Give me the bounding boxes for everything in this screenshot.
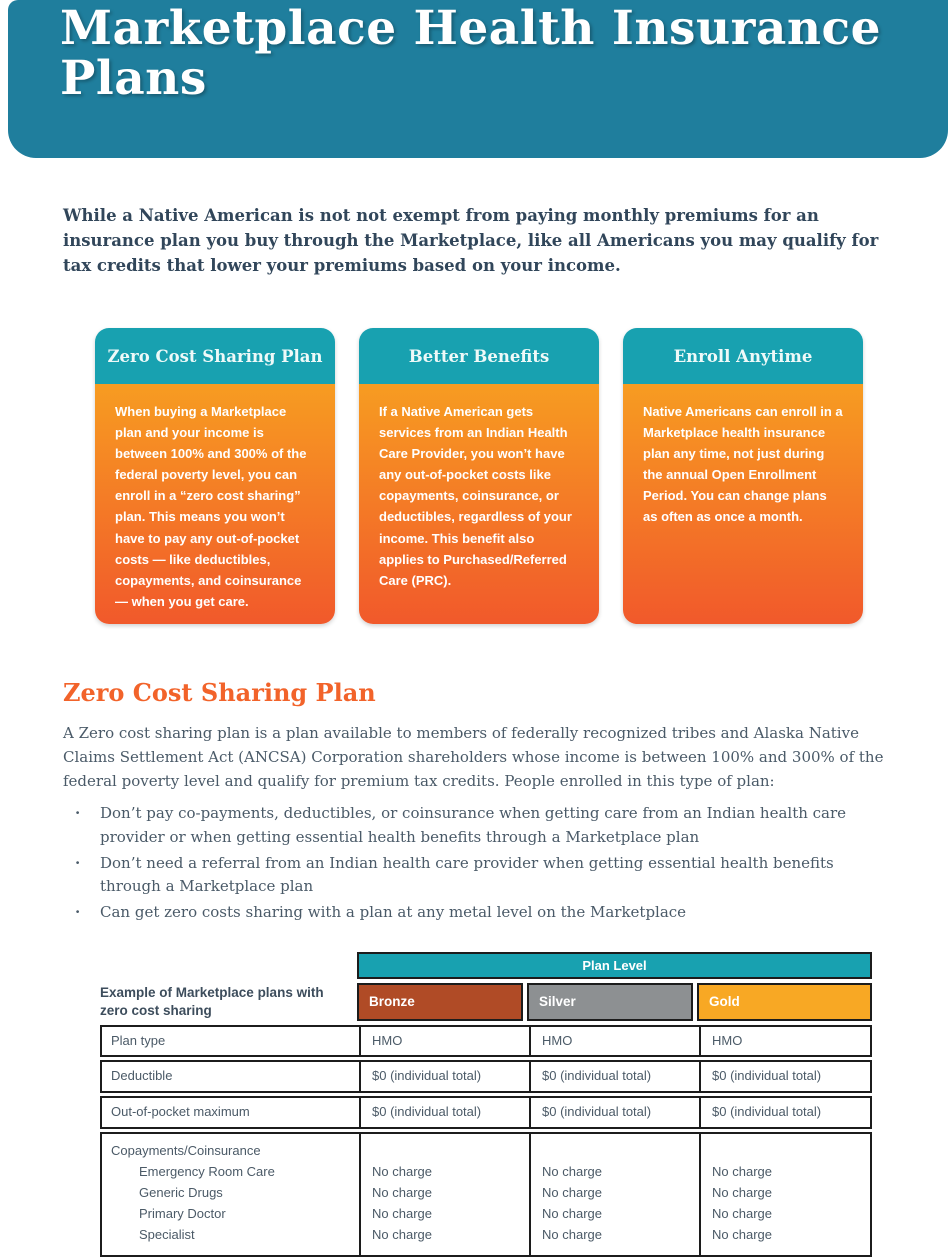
benefit-card-better-benefits bbox=[359, 328, 599, 624]
page-title: Marketplace Health Insurance Plans bbox=[60, 1, 882, 107]
sub-row-label: Primary Doctor bbox=[139, 1206, 226, 1222]
cell-silver-group bbox=[529, 1134, 699, 1255]
sub-cell-value: No charge bbox=[372, 1185, 432, 1201]
bullet-list bbox=[63, 802, 885, 924]
card-body-text: When buying a Marketplace plan and your income is between 100% and 300% of the federal poverty level, you can enroll in a “zero cost sharing” plan. This means you won’t have to pay any out-of-pocket costs — like deductibles, copayments, and coinsurance — when you get care. bbox=[95, 384, 335, 624]
plan-level-header-row bbox=[100, 952, 872, 979]
row-label: Out-of-pocket maximum bbox=[111, 1104, 250, 1120]
card-body-text: Native Americans can enroll in a Marketplace health insurance plan any time, not just during the annual Open Enrollment Period. You can change plans as often as once a month. bbox=[623, 384, 863, 624]
sub-cell-value: No charge bbox=[542, 1185, 602, 1201]
cell-gold: $0 (individual total) bbox=[699, 1098, 874, 1127]
section-heading: Zero Cost Sharing Plan bbox=[63, 678, 376, 708]
sub-cell-value: No charge bbox=[542, 1164, 602, 1180]
benefit-cards bbox=[95, 328, 863, 624]
cell-bronze-group bbox=[359, 1134, 529, 1255]
row-label: Plan type bbox=[111, 1032, 166, 1048]
group-label: Copayments/Coinsurance bbox=[111, 1143, 261, 1159]
bullet-item: · Don’t pay co-payments, deductibles, or coinsurance when getting care from an Indian health care provider or when getting essential health benefits through a Marketplace plan bbox=[63, 802, 885, 849]
corner-label: Example of Marketplace plans with zero cost sharing bbox=[100, 985, 324, 1018]
page-header bbox=[8, 0, 948, 158]
bullet-item: · Can get zero costs sharing with a plan at any metal level on the Marketplace bbox=[63, 901, 885, 924]
cell-silver: $0 (individual total) bbox=[529, 1098, 699, 1127]
sub-row-label: Generic Drugs bbox=[139, 1185, 223, 1201]
sub-cell-value: No charge bbox=[712, 1164, 772, 1180]
table-row-deductible bbox=[100, 1060, 872, 1093]
column-header-bronze: Bronze bbox=[357, 983, 523, 1021]
cell-gold: HMO bbox=[699, 1027, 874, 1056]
cell-bronze: $0 (individual total) bbox=[359, 1062, 529, 1091]
column-header-row bbox=[100, 983, 872, 1021]
sub-row-label: Specialist bbox=[139, 1227, 195, 1243]
card-body-text: If a Native American gets services from an Indian Health Care Provider, you won’t have any out-of-pocket costs like copayments, coinsurance, or deductibles, regardless of your income. This benefit also applies to Purchased/Referred Care (PRC). bbox=[359, 384, 599, 624]
sub-cell-value: No charge bbox=[372, 1164, 432, 1180]
sub-cell-value: No charge bbox=[372, 1206, 432, 1222]
section-paragraph: A Zero cost sharing plan is a plan available to members of federally recognized tribes and Alaska Native Claims Settlement Act (ANCSA) Corporation shareholders whose income is between 100% and 300% of the federal poverty level and qualify for premium tax credits. People enrolled in this type of plan: bbox=[63, 724, 884, 790]
bullet-item: · Don’t need a referral from an Indian health care provider when getting essential health benefits through a Marketplace plan bbox=[63, 852, 885, 899]
cell-bronze: $0 (individual total) bbox=[359, 1098, 529, 1127]
column-header-silver: Silver bbox=[527, 983, 693, 1021]
benefit-card-enroll-anytime bbox=[623, 328, 863, 624]
sub-cell-value: No charge bbox=[542, 1227, 602, 1243]
plans-comparison-table bbox=[100, 952, 872, 1257]
table-row-out-of-pocket-maximum bbox=[100, 1096, 872, 1129]
cell-gold-group bbox=[699, 1134, 874, 1255]
column-header-gold: Gold bbox=[697, 983, 872, 1021]
cell-silver: $0 (individual total) bbox=[529, 1062, 699, 1091]
table-row-plan-type bbox=[100, 1025, 872, 1058]
plan-level-header: Plan Level bbox=[357, 952, 872, 979]
intro-paragraph: While a Native American is not not exempt from paying monthly premiums for an insurance plan you buy through the Marketplace, like all Americans you may qualify for tax credits that lower your premiums based on your income. bbox=[63, 206, 879, 275]
card-title: Zero Cost Sharing Plan bbox=[95, 328, 335, 384]
cell-bronze: HMO bbox=[359, 1027, 529, 1056]
benefit-card-zero-cost-sharing bbox=[95, 328, 335, 624]
row-label-group bbox=[102, 1134, 359, 1255]
page-content bbox=[0, 204, 948, 1257]
card-title: Better Benefits bbox=[359, 328, 599, 384]
sub-row-label: Emergency Room Care bbox=[139, 1164, 275, 1180]
sub-cell-value: No charge bbox=[542, 1206, 602, 1222]
corner-spacer bbox=[100, 952, 357, 979]
cell-silver: HMO bbox=[529, 1027, 699, 1056]
sub-cell-value: No charge bbox=[712, 1206, 772, 1222]
sub-cell-value: No charge bbox=[712, 1227, 772, 1243]
card-title: Enroll Anytime bbox=[623, 328, 863, 384]
cell-gold: $0 (individual total) bbox=[699, 1062, 874, 1091]
sub-cell-value: No charge bbox=[712, 1185, 772, 1201]
sub-cell-value: No charge bbox=[372, 1227, 432, 1243]
row-label: Deductible bbox=[111, 1068, 173, 1084]
